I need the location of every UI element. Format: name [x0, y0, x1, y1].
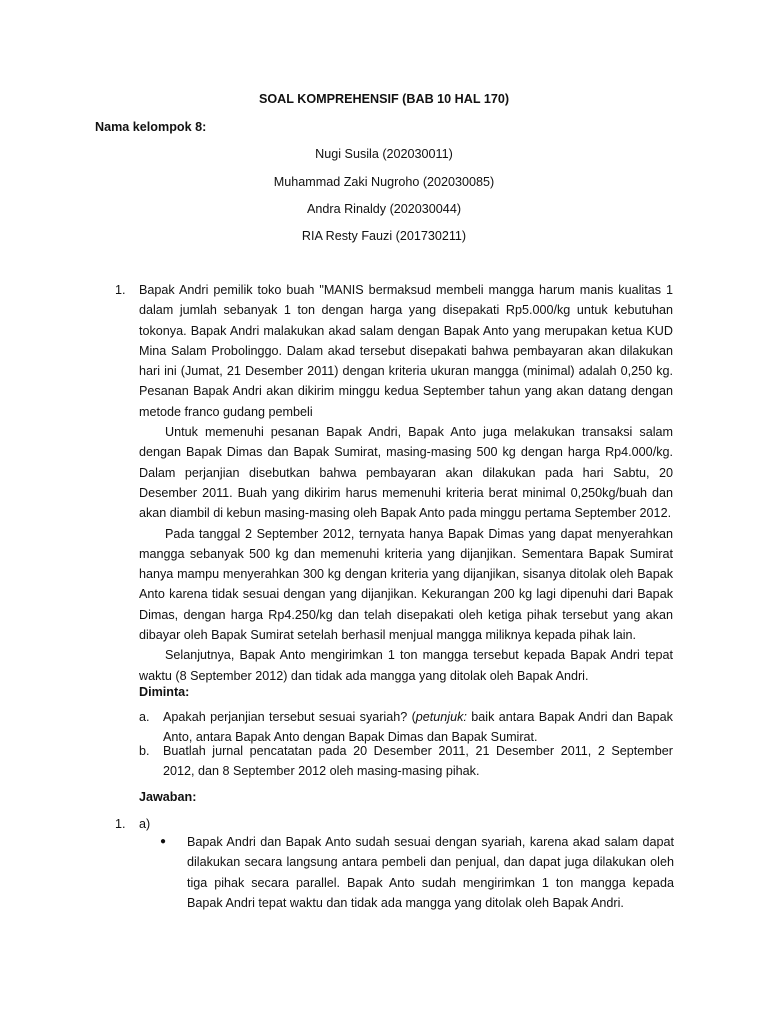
member-name: Muhammad Zaki Nugroho (202030085) [273, 175, 495, 189]
document-title: SOAL KOMPREHENSIF (BAB 10 HAL 170) [258, 92, 510, 106]
request-text: Apakah perjanjian tersebut sesuai syariah? ( [163, 710, 416, 724]
answer-sub: a) [139, 817, 151, 831]
answer-number: 1. [115, 817, 126, 831]
member-name: RIA Resty Fauzi (201730211) [301, 229, 467, 243]
question-paragraph: Pada tanggal 2 September 2012, ternyata hanya Bapak Dimas yang dapat menyerahkan mangga sebanyak 500 kg dan memenuhi kriteria yang dijanjikan. Sementara Bapak Sumirat hanya mampu menyerahkan 300 kg dengan kriteria yang dijanjikan, sisanya ditolak oleh Bapak Anto karena tidak sesuai dengan yang dijanjikan. Kekurangan 200 kg lagi dipenuhi dari Bapak Dimas, dengan harga Rp4.250/kg dan telah disepakati oleh ketiga pihak tersebut yang akan dibayar oleh Bapak Sumirat setelah berhasil menjual mangga miliknya kepada pihak lain. [139, 526, 673, 643]
group-label: Nama kelompok 8: [95, 120, 207, 134]
request-text: baik antara Bapak Andri dan Bapak Anto, antara Bapak Anto dengan Bapak Dimas dan Bapak Sumirat. [163, 710, 673, 745]
question-paragraph: Selanjutnya, Bapak Anto mengirimkan 1 ton mangga tersebut kepada Bapak Andri tepat waktu (8 September 2012) dan tidak ada mangga yang ditolak oleh Bapak Andri. [139, 648, 673, 683]
jawaban-label: Jawaban: [139, 790, 197, 804]
question-body [139, 280, 673, 686]
request-marker: a. [139, 710, 150, 724]
request-hint: petunjuk: [415, 710, 467, 724]
diminta-label: Diminta: [139, 685, 190, 699]
question-paragraph: Untuk memenuhi pesanan Bapak Andri, Bapak Anto juga melakukan transaksi salam dengan Bapak Dimas dan Bapak Sumirat, masing-masing 500 kg dengan harga Rp4.000/kg. Dalam perjanjian disebutkan bahwa pembayaran akan dilakukan pada hari Sabtu, 20 Desember 2011. Buah yang dikirim harus memenuhi kriteria berat minimal 0,250kg/buah dan akan diambil di kebun masing-masing oleh Bapak Anto pada minggu pertama September 2012. [139, 425, 673, 521]
question-number: 1. [115, 283, 126, 297]
member-name: Andra Rinaldy (202030044) [306, 202, 462, 216]
member-name: Nugi Susila (202030011) [315, 147, 453, 161]
request-marker: b. [139, 744, 150, 758]
question-paragraph: Bapak Andri pemilik toko buah "MANIS bermaksud membeli mangga harum manis kualitas 1 dalam jumlah sebanyak 1 ton dengan harga yang disepakati Rp5.000/kg untuk kebutuhan tokonya. Bapak Andri malakukan akad salam dengan Bapak Anto yang merupakan ketua KUD Mina Salam Probolinggo. Dalam akad tersebut disepakati bahwa pembayaran akan dilakukan hari ini (Jumat, 21 Desember 2011) dengan kriteria ukuran mangga (minimal) adalah 0,250 kg. Pesanan Bapak Andri akan dikirim minggu kedua September tahun yang akan datang dengan metode franco gudang pembeli [139, 283, 673, 419]
bullet-icon: ● [160, 836, 167, 847]
answer-bullet-text: Bapak Andri dan Bapak Anto sudah sesuai dengan syariah, karena akad salam dapat dilakukan secara langsung antara pembeli dan penjual, dan dapat juga dilakukan oleh tiga pihak secara parallel. Bapak Anto sudah mengirimkan 1 ton mangga kepada Bapak Andri tepat waktu dan tidak ada mangga yang ditolak oleh Bapak Andri. [187, 835, 674, 910]
request-b: Buatlah jurnal pencatatan pada 20 Desember 2011, 21 Desember 2011, 2 September 2012, dan 8 September 2012 oleh masing-masing pihak. [163, 744, 673, 779]
